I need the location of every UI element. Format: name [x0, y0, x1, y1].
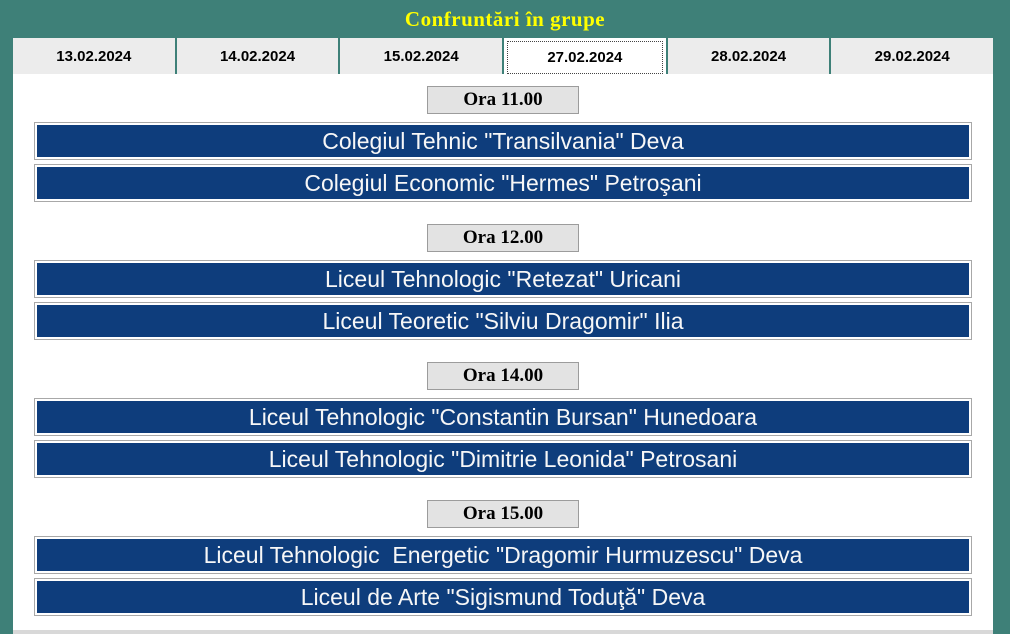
time-section-11 — [13, 86, 993, 202]
team-bar — [34, 398, 972, 436]
team-bar — [34, 260, 972, 298]
team-bar — [34, 578, 972, 616]
team-name: Colegiul Economic "Hermes" Petroşani — [37, 167, 969, 199]
tab-date-27-02-2024-selected[interactable]: 27.02.2024 — [504, 38, 666, 77]
team-name: Liceul Teoretic "Silviu Dragomir" Ilia — [37, 305, 969, 337]
tab-date-29-02-2024[interactable]: 29.02.2024 — [831, 38, 993, 74]
time-label: Ora 15.00 — [427, 500, 579, 528]
time-label: Ora 12.00 — [427, 224, 579, 252]
team-name: Liceul de Arte "Sigismund Toduţă" Deva — [37, 581, 969, 613]
tab-date-15-02-2024[interactable]: 15.02.2024 — [340, 38, 502, 74]
date-tab-bar — [13, 38, 993, 74]
time-section-15 — [13, 500, 993, 616]
team-name: Liceul Tehnologic "Dimitrie Leonida" Petrosani — [37, 443, 969, 475]
bottom-border-strip — [13, 630, 993, 634]
team-name: Liceul Tehnologic "Constantin Bursan" Hunedoara — [37, 401, 969, 433]
team-bar — [34, 302, 972, 340]
page-header — [0, 0, 1010, 38]
tab-date-14-02-2024[interactable]: 14.02.2024 — [177, 38, 339, 74]
time-section-14 — [13, 362, 993, 478]
team-name: Liceul Tehnologic Energetic "Dragomir Hurmuzescu" Deva — [37, 539, 969, 571]
team-bar — [34, 536, 972, 574]
tab-date-28-02-2024[interactable]: 28.02.2024 — [668, 38, 830, 74]
tab-date-13-02-2024[interactable]: 13.02.2024 — [13, 38, 175, 74]
team-name: Colegiul Tehnic "Transilvania" Deva — [37, 125, 969, 157]
team-bar — [34, 122, 972, 160]
page-title: Confruntări în grupe — [404, 6, 606, 31]
time-label: Ora 14.00 — [427, 362, 579, 390]
team-bar — [34, 164, 972, 202]
team-bar — [34, 440, 972, 478]
team-name: Liceul Tehnologic "Retezat" Uricani — [37, 263, 969, 295]
time-label: Ora 11.00 — [427, 86, 579, 114]
schedule-content — [13, 74, 993, 630]
time-section-12 — [13, 224, 993, 340]
